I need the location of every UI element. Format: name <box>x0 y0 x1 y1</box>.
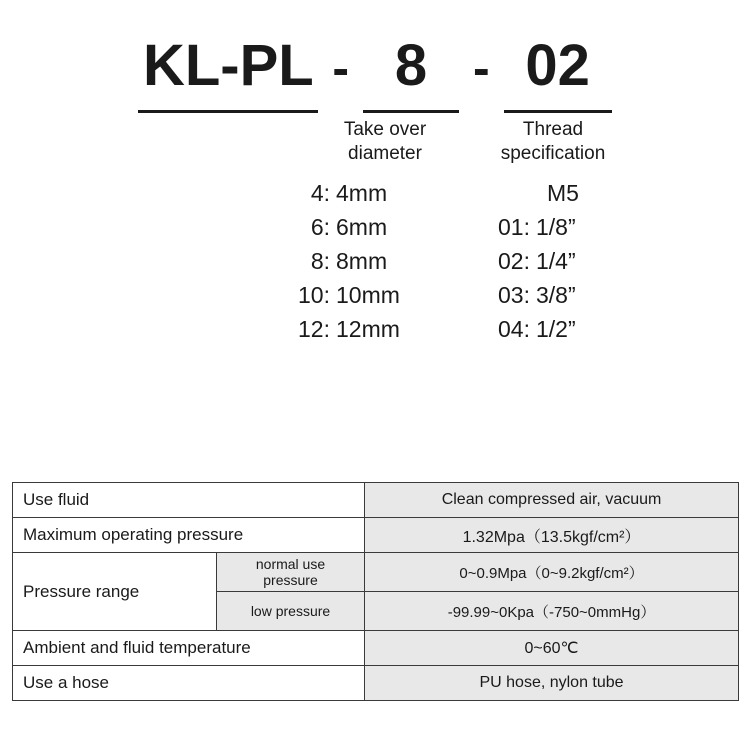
spec-value: Clean compressed air, vacuum <box>365 483 739 518</box>
diameter-option-key: 10: <box>298 282 330 308</box>
list-item <box>278 278 468 312</box>
diameter-heading <box>300 118 470 166</box>
spec-label: Maximum operating pressure <box>13 518 365 553</box>
thread-option-key: 03: <box>498 282 530 308</box>
diameter-option-value: 10mm <box>336 282 400 308</box>
code-dash-1: - <box>332 40 349 96</box>
diameter-heading-line1: Take over <box>343 119 427 140</box>
table-row <box>13 553 739 592</box>
diameter-option-value: 12mm <box>336 316 400 342</box>
thread-heading <box>468 118 638 166</box>
specification-table <box>12 482 739 701</box>
table-row <box>13 666 739 701</box>
spec-label: Use fluid <box>13 483 365 518</box>
table-row <box>13 631 739 666</box>
code-diameter: 8 <box>363 30 459 113</box>
thread-option-key: 01: <box>498 214 530 240</box>
list-item <box>478 176 648 210</box>
thread-heading-line2: specification <box>500 143 606 164</box>
list-item <box>278 176 468 210</box>
thread-option-list <box>478 176 648 346</box>
list-item <box>478 210 648 244</box>
code-thread: 02 <box>504 30 612 113</box>
part-number-row <box>0 30 750 113</box>
spec-sub-label: low pressure <box>217 592 365 631</box>
list-item <box>278 210 468 244</box>
table-row <box>13 518 739 553</box>
thread-option-value: 1/8” <box>536 214 576 240</box>
thread-option-key: 04: <box>498 316 530 342</box>
spec-value: PU hose, nylon tube <box>365 666 739 701</box>
thread-option-value: M5 <box>547 180 579 206</box>
spec-sub-label: normal use pressure <box>217 553 365 592</box>
spec-value: 0~0.9Mpa（0~9.2kgf/cm²） <box>365 553 739 592</box>
spec-label: Ambient and fluid temperature <box>13 631 365 666</box>
diameter-option-value: 8mm <box>336 248 388 274</box>
code-dash-2: - <box>473 40 490 96</box>
diameter-option-key: 8: <box>310 248 330 274</box>
thread-option-value: 1/2” <box>536 316 576 342</box>
spec-value: -99.99~0Kpa（-750~0mmHg） <box>365 592 739 631</box>
spec-value: 1.32Mpa（13.5kgf/cm²） <box>365 518 739 553</box>
list-item <box>478 312 648 346</box>
list-item <box>278 312 468 346</box>
diameter-option-list <box>278 176 468 346</box>
diameter-heading-line2: diameter <box>348 143 422 164</box>
diameter-option-value: 6mm <box>336 214 388 240</box>
table-row <box>13 483 739 518</box>
list-item <box>478 244 648 278</box>
diameter-option-key: 6: <box>310 214 330 240</box>
spec-label: Pressure range <box>13 553 217 631</box>
thread-option-value: 3/8” <box>536 282 576 308</box>
spec-value: 0~60℃ <box>365 631 739 666</box>
thread-heading-line1: Thread <box>522 119 584 140</box>
code-prefix: KL-PL <box>138 30 318 113</box>
diameter-option-key: 12: <box>298 316 330 342</box>
diameter-option-value: 4mm <box>336 180 388 206</box>
list-item <box>478 278 648 312</box>
list-item <box>278 244 468 278</box>
thread-option-value: 1/4” <box>536 248 576 274</box>
thread-option-key: 02: <box>498 248 530 274</box>
spec-label: Use a hose <box>13 666 365 701</box>
diameter-option-key: 4: <box>310 180 330 206</box>
